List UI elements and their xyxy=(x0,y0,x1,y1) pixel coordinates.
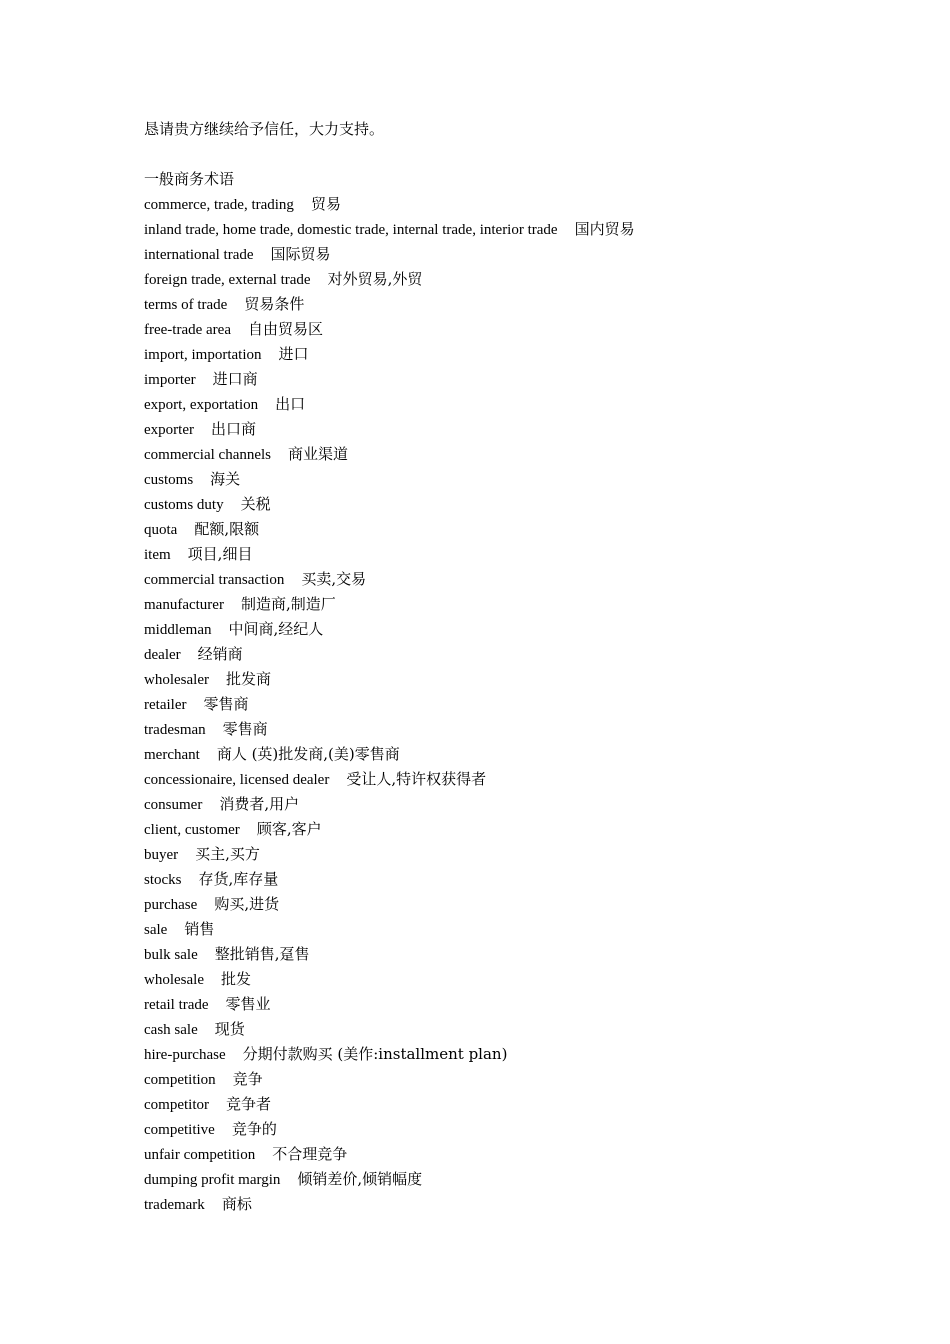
glossary-entry xyxy=(144,767,904,792)
glossary-entry xyxy=(144,1017,904,1042)
glossary-entry xyxy=(144,417,904,442)
term-chinese: 受让人,特许权获得者 xyxy=(346,770,487,788)
term-english: client, customer xyxy=(144,822,240,838)
term-chinese: 自由贸易区 xyxy=(248,320,324,338)
term-english: inland trade, home trade, domestic trade, internal trade, interior trade xyxy=(144,222,558,238)
glossary-entry xyxy=(144,442,904,467)
term-english: customs duty xyxy=(144,497,224,513)
term-chinese: 竞争 xyxy=(232,1070,263,1088)
glossary-entry xyxy=(144,917,904,942)
term-chinese: 关税 xyxy=(240,495,271,513)
glossary-entry xyxy=(144,1067,904,1092)
term-chinese: 消费者,用户 xyxy=(219,795,300,813)
glossary-entry xyxy=(144,217,904,242)
term-chinese: 经销商 xyxy=(197,645,243,663)
term-chinese: 整批销售,趸售 xyxy=(214,945,310,963)
term-english: import, importation xyxy=(144,347,262,363)
glossary-entry xyxy=(144,517,904,542)
glossary-list xyxy=(144,192,904,1217)
term-english: middleman xyxy=(144,622,212,638)
glossary-entry xyxy=(144,292,904,317)
glossary-entry xyxy=(144,592,904,617)
term-english: purchase xyxy=(144,897,198,913)
glossary-entry xyxy=(144,892,904,917)
glossary-entry xyxy=(144,1142,904,1167)
term-chinese: 现货 xyxy=(214,1020,245,1038)
term-english: cash sale xyxy=(144,1022,198,1038)
term-chinese: 买主,买方 xyxy=(195,845,260,863)
term-chinese: 零售商 xyxy=(203,695,249,713)
term-english: commercial transaction xyxy=(144,572,285,588)
glossary-entry xyxy=(144,717,904,742)
term-chinese: 海关 xyxy=(210,470,241,488)
term-chinese: 商人 (英)批发商,(美)零售商 xyxy=(216,745,400,763)
term-chinese: 竞争者 xyxy=(225,1095,271,1113)
term-english: free-trade area xyxy=(144,322,231,338)
term-chinese: 零售业 xyxy=(225,995,271,1013)
term-english: importer xyxy=(144,372,196,388)
intro-paragraph: 恳请贵方继续给予信任，大力支持。 xyxy=(144,120,385,138)
glossary-entry xyxy=(144,842,904,867)
term-english: commerce, trade, trading xyxy=(144,197,294,213)
term-chinese: 进口商 xyxy=(212,370,258,388)
glossary-entry xyxy=(144,317,904,342)
term-chinese: 分期付款购买 (美作:installment plan) xyxy=(242,1045,508,1063)
glossary-entry xyxy=(144,567,904,592)
glossary-entry xyxy=(144,392,904,417)
glossary-entry xyxy=(144,817,904,842)
glossary-entry xyxy=(144,642,904,667)
term-chinese: 批发 xyxy=(220,970,251,988)
glossary-entry xyxy=(144,1192,904,1217)
term-english: merchant xyxy=(144,747,200,763)
glossary-entry xyxy=(144,367,904,392)
term-chinese: 制造商,制造厂 xyxy=(240,595,336,613)
glossary-entry xyxy=(144,342,904,367)
term-english: bulk sale xyxy=(144,947,198,963)
glossary-entry xyxy=(144,542,904,567)
term-chinese: 买卖,交易 xyxy=(301,570,367,588)
term-chinese: 商业渠道 xyxy=(288,445,349,463)
term-chinese: 配额,限额 xyxy=(194,520,260,538)
term-english: buyer xyxy=(144,847,179,863)
term-english: foreign trade, external trade xyxy=(144,272,311,288)
term-chinese: 不合理竞争 xyxy=(272,1145,348,1163)
term-english: competitor xyxy=(144,1097,209,1113)
term-chinese: 批发商 xyxy=(225,670,271,688)
term-chinese: 顾客,客户 xyxy=(256,820,322,838)
term-english: stocks xyxy=(144,872,182,888)
glossary-entry xyxy=(144,242,904,267)
glossary-entry xyxy=(144,967,904,992)
term-english: tradesman xyxy=(144,722,206,738)
term-chinese: 倾销差价,倾销幅度 xyxy=(297,1170,423,1188)
term-english: commercial channels xyxy=(144,447,272,463)
term-english: hire-purchase xyxy=(144,1047,226,1063)
glossary-entry xyxy=(144,492,904,517)
term-english: international trade xyxy=(144,247,254,263)
glossary-entry xyxy=(144,1042,904,1067)
glossary-entry xyxy=(144,867,904,892)
term-english: retailer xyxy=(144,697,187,713)
glossary-entry xyxy=(144,942,904,967)
glossary-entry xyxy=(144,692,904,717)
section-heading: 一般商务术语 xyxy=(144,170,235,188)
glossary-entry xyxy=(144,992,904,1017)
term-english: concessionaire, licensed dealer xyxy=(144,772,330,788)
term-chinese: 项目,细目 xyxy=(187,545,253,563)
term-english: export, exportation xyxy=(144,397,259,413)
term-english: sale xyxy=(144,922,168,938)
term-english: unfair competition xyxy=(144,1147,256,1163)
term-chinese: 出口 xyxy=(275,395,306,413)
term-english: item xyxy=(144,547,171,563)
glossary-entry xyxy=(144,667,904,692)
term-english: terms of trade xyxy=(144,297,228,313)
glossary-entry xyxy=(144,617,904,642)
term-english: wholesale xyxy=(144,972,204,988)
term-chinese: 销售 xyxy=(184,920,215,938)
term-chinese: 购买,进货 xyxy=(214,895,280,913)
term-english: wholesaler xyxy=(144,672,209,688)
glossary-entry xyxy=(144,1092,904,1117)
term-english: customs xyxy=(144,472,194,488)
term-chinese: 国内贸易 xyxy=(574,220,635,238)
term-chinese: 对外贸易,外贸 xyxy=(327,270,423,288)
glossary-entry xyxy=(144,1117,904,1142)
term-chinese: 商标 xyxy=(221,1195,252,1213)
term-chinese: 竞争的 xyxy=(231,1120,277,1138)
glossary-entry xyxy=(144,792,904,817)
glossary-entry xyxy=(144,192,904,217)
term-chinese: 存货,库存量 xyxy=(198,870,279,888)
term-english: competition xyxy=(144,1072,216,1088)
glossary-entry xyxy=(144,1167,904,1192)
term-english: exporter xyxy=(144,422,194,438)
glossary-entry xyxy=(144,742,904,767)
term-chinese: 贸易条件 xyxy=(244,295,305,313)
term-english: trademark xyxy=(144,1197,205,1213)
term-chinese: 进口 xyxy=(278,345,309,363)
term-english: retail trade xyxy=(144,997,209,1013)
term-english: manufacturer xyxy=(144,597,224,613)
term-english: quota xyxy=(144,522,178,538)
term-english: dumping profit margin xyxy=(144,1172,281,1188)
glossary-entry xyxy=(144,467,904,492)
document-content xyxy=(144,117,904,1217)
term-english: competitive xyxy=(144,1122,215,1138)
glossary-entry xyxy=(144,267,904,292)
term-chinese: 零售商 xyxy=(222,720,268,738)
term-english: consumer xyxy=(144,797,203,813)
term-chinese: 出口商 xyxy=(210,420,256,438)
term-chinese: 贸易 xyxy=(310,195,341,213)
term-chinese: 中间商,经纪人 xyxy=(228,620,324,638)
term-chinese: 国际贸易 xyxy=(270,245,331,263)
term-english: dealer xyxy=(144,647,181,663)
